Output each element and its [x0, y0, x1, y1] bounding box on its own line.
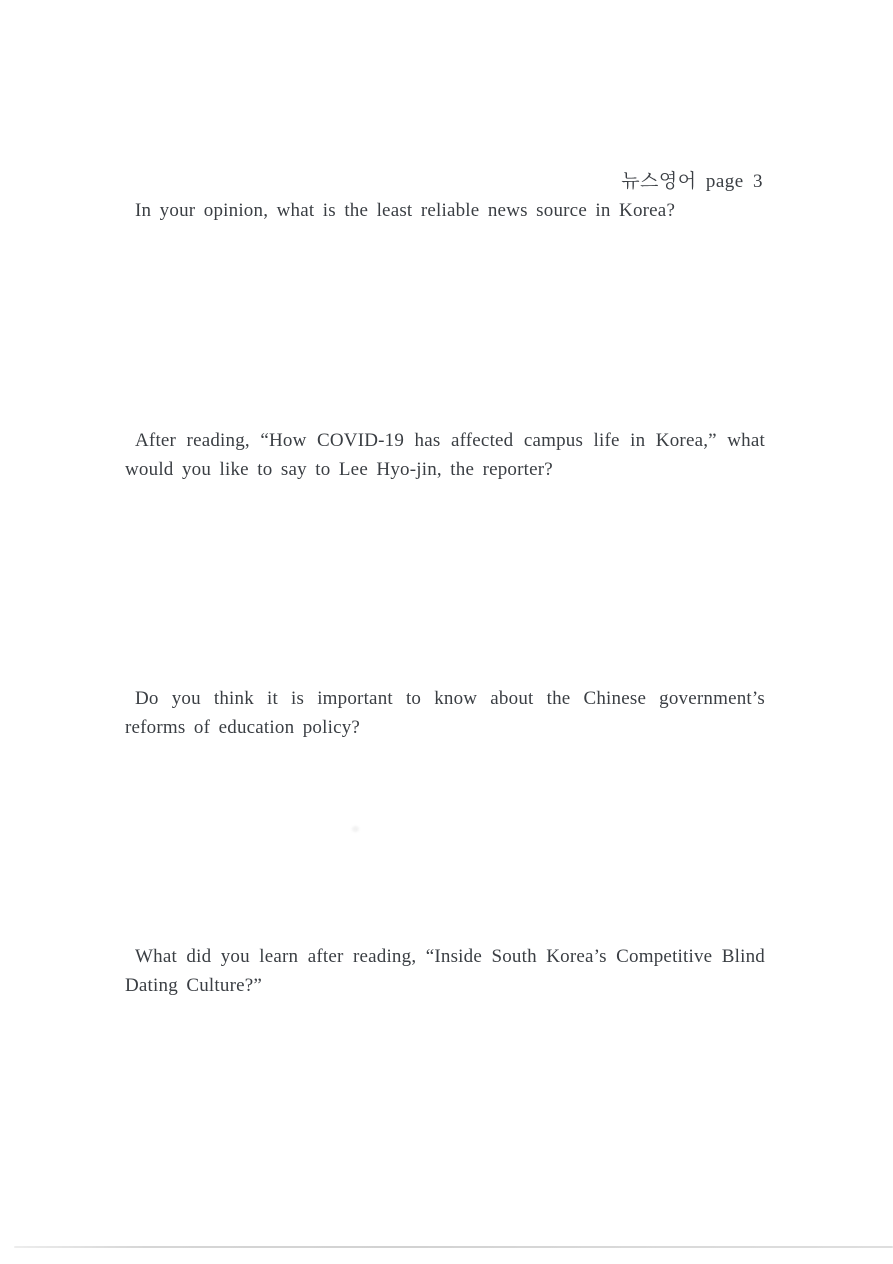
question-text-1: In your opinion, what is the least reliable news source in Korea?	[135, 200, 676, 221]
scan-artifact-smudge	[352, 826, 359, 832]
scan-edge-line	[14, 1246, 893, 1248]
question-text-2: After reading, “How COVID-19 has affected campus life in Korea,” what would you like to say to Lee Hyo-jin, the reporter?	[125, 430, 765, 480]
page-header: 뉴스영어 page 3	[621, 171, 763, 192]
question-text-3: Do you think it is important to know about the Chinese government’s reforms of education policy?	[125, 688, 765, 738]
question-text-4: What did you learn after reading, “Inside South Korea’s Competitive Blind Dating Culture?”	[125, 946, 765, 996]
